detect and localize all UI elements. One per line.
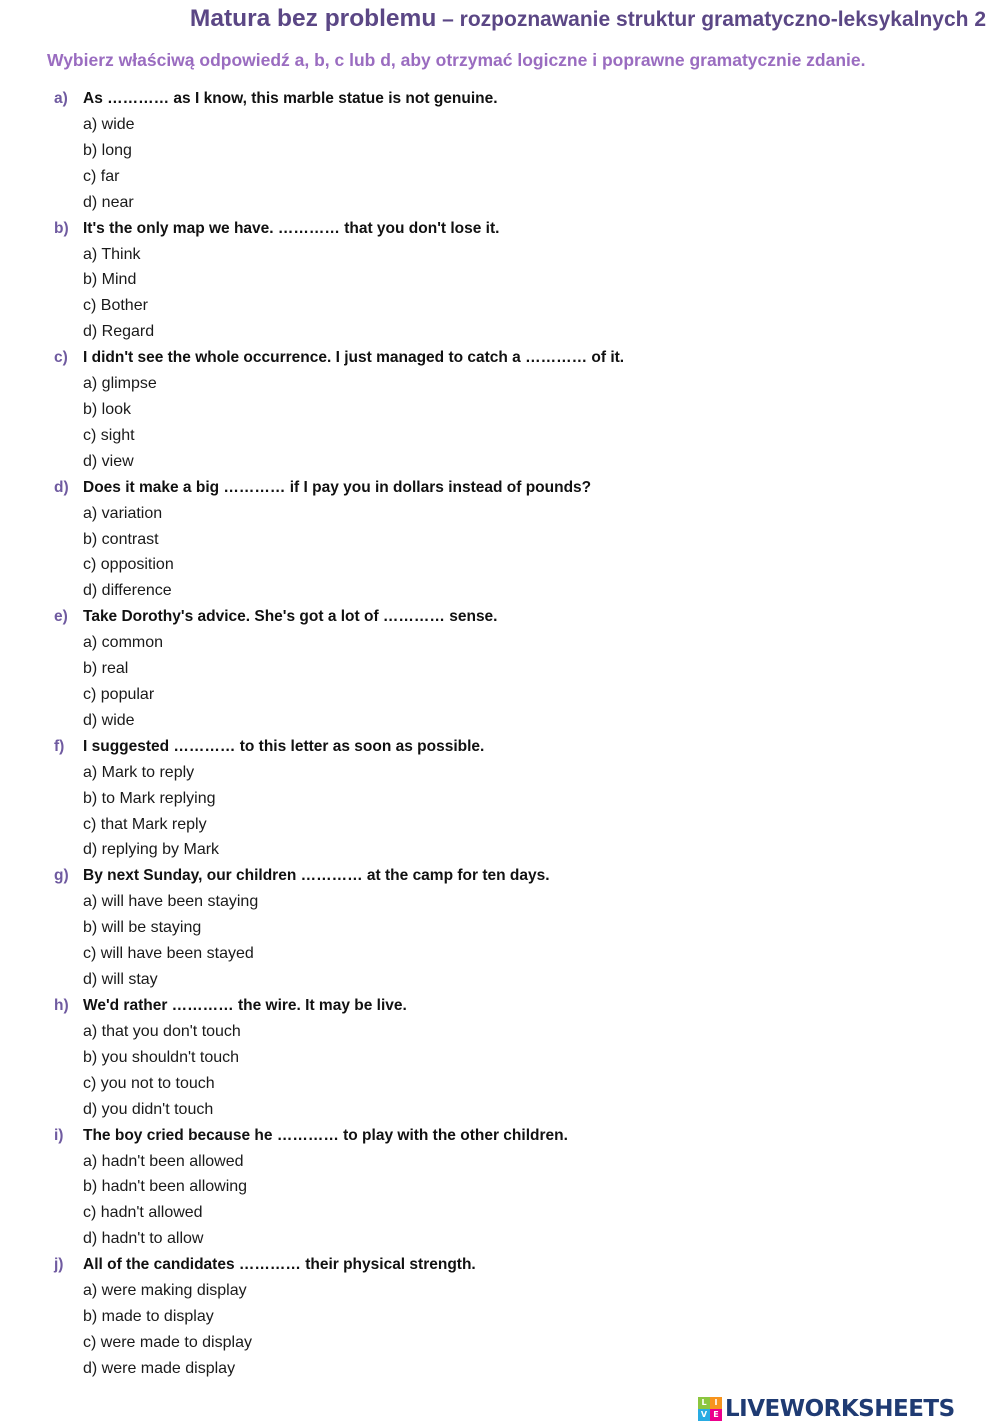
answer-option-row xyxy=(0,578,1000,604)
logo-tile: L xyxy=(698,1397,710,1409)
question-text: It's the only map we have. ………… that you don't lose it. xyxy=(83,219,500,237)
question-row xyxy=(0,734,1000,760)
answer-option[interactable]: d) wide xyxy=(83,711,135,729)
answer-option[interactable]: c) popular xyxy=(83,686,155,704)
question-label: c) xyxy=(54,349,68,367)
answer-option[interactable]: c) you not to touch xyxy=(83,1074,215,1092)
logo-tile: I xyxy=(710,1397,722,1409)
question-list xyxy=(0,86,1000,1382)
answer-option[interactable]: b) Mind xyxy=(83,271,137,289)
question-row xyxy=(0,604,1000,630)
answer-option[interactable]: b) contrast xyxy=(83,530,159,548)
question-row xyxy=(0,1252,1000,1278)
answer-option-row xyxy=(0,837,1000,863)
answer-option-row xyxy=(0,319,1000,345)
question-row xyxy=(0,863,1000,889)
answer-option-row xyxy=(0,1149,1000,1175)
answer-option[interactable]: d) difference xyxy=(83,582,172,600)
answer-option-row xyxy=(0,552,1000,578)
question-text: As ………… as I know, this marble statue is not genuine. xyxy=(83,90,498,107)
answer-option[interactable]: b) you shouldn't touch xyxy=(83,1048,240,1066)
question-row xyxy=(0,345,1000,371)
liveworksheets-logo-icon xyxy=(698,1397,722,1421)
question-text: By next Sunday, our children ………… at the camp for ten days. xyxy=(83,867,550,885)
question-label: f) xyxy=(54,737,65,755)
question-label: g) xyxy=(54,867,69,885)
answer-option-row xyxy=(0,760,1000,786)
question-row xyxy=(0,86,1000,112)
answer-option-row xyxy=(0,1174,1000,1200)
logo-tile: V xyxy=(698,1409,710,1421)
answer-option[interactable]: b) will be staying xyxy=(83,919,202,937)
answer-option-row xyxy=(0,449,1000,475)
answer-option[interactable]: b) made to display xyxy=(83,1307,214,1325)
answer-option-row xyxy=(0,1226,1000,1252)
answer-option[interactable]: d) view xyxy=(83,452,134,470)
answer-option[interactable]: c) hadn't allowed xyxy=(83,1204,203,1222)
logo-tile: E xyxy=(710,1409,722,1421)
answer-option-row xyxy=(0,889,1000,915)
answer-option-row xyxy=(0,293,1000,319)
answer-option[interactable]: b) hadn't been allowing xyxy=(83,1178,248,1196)
liveworksheets-logo-text: LIVEWORKSHEETS xyxy=(725,1396,955,1422)
answer-option-row xyxy=(0,1019,1000,1045)
answer-option-row xyxy=(0,1278,1000,1304)
answer-option-row xyxy=(0,1200,1000,1226)
answer-option[interactable]: b) to Mark replying xyxy=(83,789,216,807)
answer-option-row xyxy=(0,371,1000,397)
answer-option-row xyxy=(0,967,1000,993)
answer-option[interactable]: a) hadn't been allowed xyxy=(83,1152,244,1170)
title-main: Matura bez problemu xyxy=(189,5,437,32)
answer-option[interactable]: c) were made to display xyxy=(83,1333,252,1351)
answer-option[interactable]: c) far xyxy=(83,167,120,185)
answer-option[interactable]: d) will stay xyxy=(83,971,158,989)
question-text: Does it make a big ………… if I pay you in dollars instead of pounds? xyxy=(83,478,592,496)
answer-option[interactable]: a) common xyxy=(83,634,164,652)
answer-option-row xyxy=(0,423,1000,449)
instruction-text: Wybierz właściwą odpowiedź a, b, c lub d, aby otrzymać logiczne i poprawne gramatycznie zdanie. xyxy=(47,50,866,70)
answer-option[interactable]: d) hadn't to allow xyxy=(83,1230,204,1248)
question-label: i) xyxy=(54,1126,64,1144)
answer-option[interactable]: a) glimpse xyxy=(83,375,157,393)
answer-option[interactable]: a) that you don't touch xyxy=(83,1022,241,1040)
question-label: a) xyxy=(54,90,68,107)
liveworksheets-logo xyxy=(698,1395,955,1423)
question-row xyxy=(0,993,1000,1019)
answer-option-row xyxy=(0,1304,1000,1330)
question-label: h) xyxy=(54,996,69,1014)
answer-option-row xyxy=(0,656,1000,682)
answer-option[interactable]: d) were made display xyxy=(83,1359,236,1377)
question-row xyxy=(0,216,1000,242)
answer-option[interactable]: d) Regard xyxy=(83,323,155,341)
answer-option-row xyxy=(0,682,1000,708)
page-title xyxy=(190,4,986,37)
answer-option-row xyxy=(0,501,1000,527)
answer-option-row xyxy=(0,1097,1000,1123)
answer-option-row xyxy=(0,630,1000,656)
answer-option-row xyxy=(0,812,1000,838)
answer-option-row xyxy=(0,1045,1000,1071)
question-text: I suggested ………… to this letter as soon as possible. xyxy=(83,737,485,755)
answer-option[interactable]: c) will have been stayed xyxy=(83,945,254,963)
question-text: The boy cried because he ………… to play with the other children. xyxy=(83,1126,568,1144)
answer-option[interactable]: d) near xyxy=(83,193,134,211)
question-text: Take Dorothy's advice. She's got a lot of ………… sense. xyxy=(83,608,498,626)
answer-option[interactable]: a) Think xyxy=(83,245,141,263)
answer-option-row xyxy=(0,527,1000,553)
answer-option[interactable]: c) sight xyxy=(83,426,135,444)
answer-option[interactable]: b) real xyxy=(83,660,129,678)
question-row xyxy=(0,475,1000,501)
answer-option-row xyxy=(0,941,1000,967)
answer-option[interactable]: a) variation xyxy=(83,504,163,522)
answer-option[interactable]: a) Mark to reply xyxy=(83,763,195,781)
question-label: j) xyxy=(54,1256,64,1274)
answer-option[interactable]: d) replying by Mark xyxy=(83,841,220,859)
answer-option[interactable]: c) that Mark reply xyxy=(83,815,207,833)
answer-option-row xyxy=(0,786,1000,812)
answer-option-row xyxy=(0,164,1000,190)
question-label: e) xyxy=(54,608,68,626)
answer-option-row xyxy=(0,915,1000,941)
question-label: b) xyxy=(54,219,69,237)
answer-option-row xyxy=(0,138,1000,164)
answer-option-row xyxy=(0,112,1000,138)
answer-option[interactable]: c) opposition xyxy=(83,556,174,574)
answer-option[interactable]: c) Bother xyxy=(83,297,148,315)
answer-option[interactable]: b) long xyxy=(83,141,132,159)
answer-option-row xyxy=(0,1071,1000,1097)
answer-option-row xyxy=(0,190,1000,216)
answer-option[interactable]: a) were making display xyxy=(83,1282,247,1300)
question-row xyxy=(0,1123,1000,1149)
question-text: I didn't see the whole occurrence. I just managed to catch a ………… of it. xyxy=(83,349,625,367)
title-subtitle: – rozpoznawanie struktur gramatyczno-leksykalnych 2 xyxy=(436,8,986,31)
answer-option-row xyxy=(0,267,1000,293)
answer-option[interactable]: b) look xyxy=(83,401,132,419)
answer-option-row xyxy=(0,1356,1000,1382)
answer-option-row xyxy=(0,397,1000,423)
answer-option[interactable]: a) wide xyxy=(83,116,135,133)
answer-option[interactable]: a) will have been staying xyxy=(83,893,259,911)
question-text: All of the candidates ………… their physical strength. xyxy=(83,1256,476,1274)
question-label: d) xyxy=(54,478,69,496)
answer-option[interactable]: d) you didn't touch xyxy=(83,1100,214,1118)
answer-option-row xyxy=(0,1330,1000,1356)
answer-option-row xyxy=(0,242,1000,268)
question-text: We'd rather ………… the wire. It may be live. xyxy=(83,996,407,1014)
answer-option-row xyxy=(0,708,1000,734)
